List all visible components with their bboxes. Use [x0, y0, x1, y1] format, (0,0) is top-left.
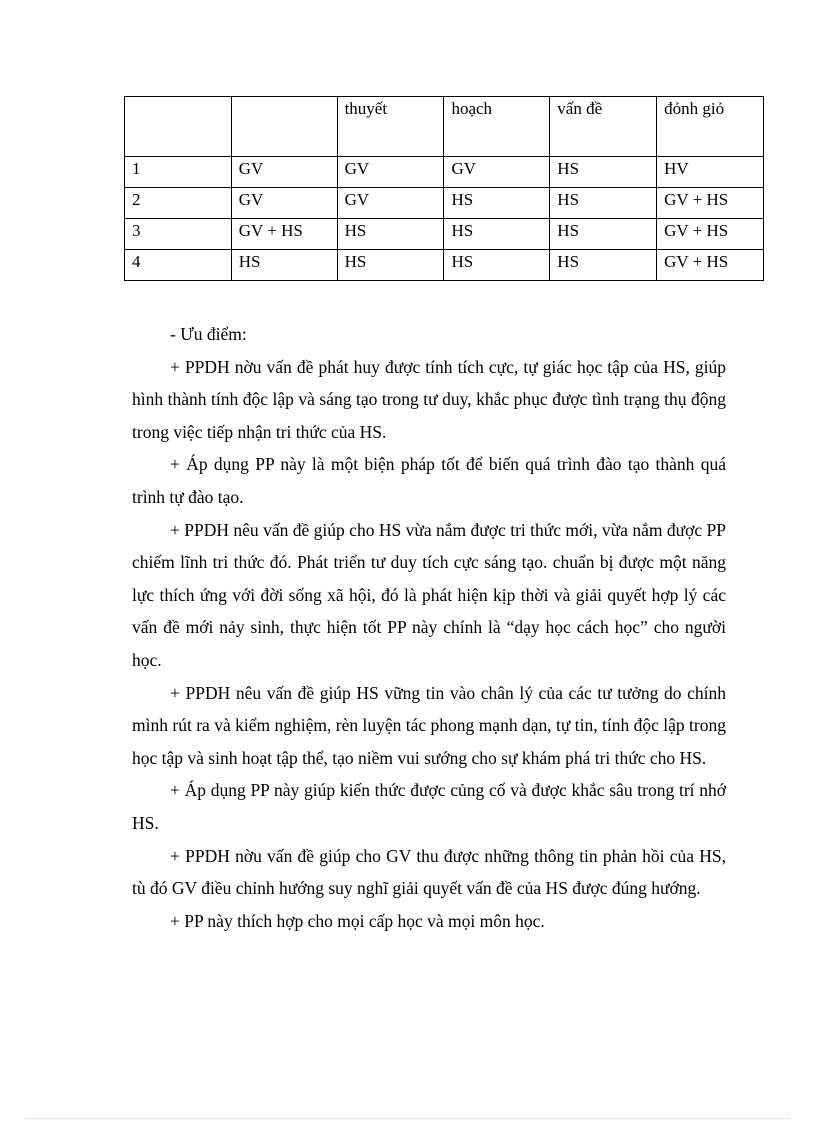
table-cell: HS — [337, 219, 444, 250]
paragraph: + PPDH nêu vấn đề giúp cho HS vừa nắm được tri thức mới, vừa nắm được PP chiếm lĩnh tri thức đó. Phát triển tư duy tích cực sáng tạo. chuẩn bị được một năng lực thích ứng với đời sống xã hội, đó là phát hiện kịp thời và giải quyết hợp lý các vấn đề mới nảy sinh, thực hiện tốt PP này chính là “dạy học cách học” cho người học. — [132, 519, 726, 670]
table-cell: GV + HS — [231, 219, 337, 250]
level-number-cell: 3 — [125, 219, 232, 250]
table-cell: GV + HS — [657, 219, 764, 250]
table-cell: HS — [444, 219, 550, 250]
table-cell: GV — [231, 157, 337, 188]
table-row — [125, 188, 764, 219]
table-cell: HS — [231, 250, 337, 281]
level-number-cell: 4 — [125, 250, 232, 281]
table-header-cell — [125, 97, 232, 157]
paragraph: + PPDH nờu vấn đề giúp cho GV thu được những thông tin phản hồi của HS, tù đó GV điều chỉnh hướng suy nghĩ giải quyết vấn đề của HS được đúng hướng. — [132, 845, 726, 899]
table-header-cell: hoạch — [444, 97, 550, 157]
paragraph: + PPDH nêu vấn đề giúp HS vững tin vào chân lý của các tư tưởng do chính mình rút ra và kiểm nghiệm, rèn luyện tác phong mạnh dạn, tự tin, tính độc lập trong học tập và sinh hoạt tập thể, tạo niềm vui sướng cho sự khám phá tri thức cho HS. — [132, 682, 726, 768]
paragraph: + PP này thích hợp cho mọi cấp học và mọi môn học. — [170, 910, 545, 931]
paragraph: + PPDH nờu vấn đề phát huy được tính tích cực, tự giác học tập của HS, giúp hình thành tính độc lập và sáng tạo trong tư duy, khắc phục được tình trạng thụ động trong việc tiếp nhận tri thức của HS. — [132, 356, 726, 442]
table-header-cell: thuyết — [337, 97, 444, 157]
table-row — [125, 250, 764, 281]
table-cell: GV — [337, 157, 444, 188]
level-number-cell: 2 — [125, 188, 232, 219]
table-row — [125, 219, 764, 250]
level-number-cell: 1 — [125, 157, 232, 188]
table-cell: GV + HS — [657, 188, 764, 219]
table-cell: HS — [550, 188, 657, 219]
section-heading: - Ưu điểm: — [170, 324, 247, 344]
table-cell: HS — [550, 250, 657, 281]
table-cell: HS — [550, 219, 657, 250]
table-cell: HS — [550, 157, 657, 188]
table-cell: HV — [657, 157, 764, 188]
table-cell: HS — [337, 250, 444, 281]
advantages-section — [132, 318, 726, 937]
table-header-cell — [231, 97, 337, 157]
problem-solving-levels-table — [124, 96, 764, 281]
table-cell: HS — [444, 250, 550, 281]
page-bottom-divider — [26, 1118, 790, 1119]
table-cell: GV — [337, 188, 444, 219]
table-cell: GV + HS — [657, 250, 764, 281]
table-cell: GV — [231, 188, 337, 219]
table-row — [125, 157, 764, 188]
table-cell: HS — [444, 188, 550, 219]
table-cell: GV — [444, 157, 550, 188]
paragraph: + Áp dụng PP này là một biện pháp tốt để biến quá trình đào tạo thành quá trình tự đào tạo. — [132, 454, 726, 507]
table-header-row — [125, 97, 764, 157]
table-header-cell: vấn đề — [550, 97, 657, 157]
paragraph: + Áp dụng PP này giúp kiến thức được củng cố và được khắc sâu trong trí nhớ HS. — [132, 780, 726, 833]
table-header-cell: đỏnh giỏ — [657, 97, 764, 157]
